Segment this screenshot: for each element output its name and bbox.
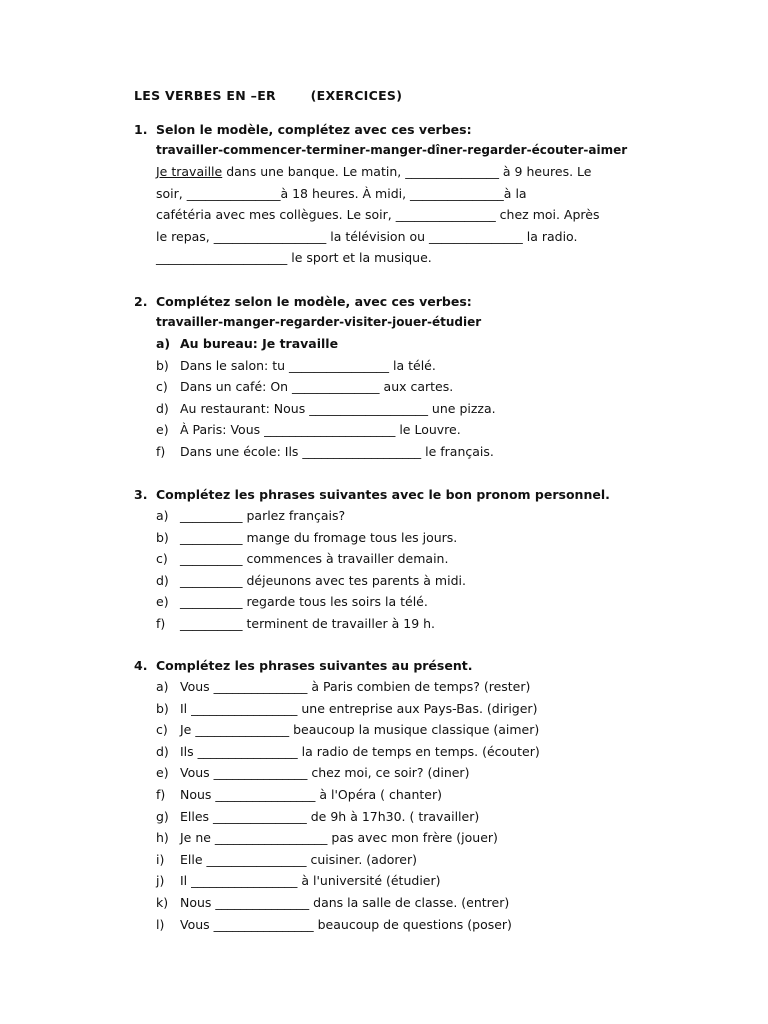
exercise-4 xyxy=(134,655,694,935)
exercise-1-heading xyxy=(134,119,694,140)
exercise-2-heading xyxy=(134,291,694,312)
list-item: b) Dans le salon: tu ________________ la télé. xyxy=(156,357,436,373)
list-item: k) Nous _______________ dans la salle de classe. (entrer) xyxy=(156,894,510,910)
list-item: f) Nous ________________ à l'Opéra ( chanter) xyxy=(156,786,442,802)
exercise-3-instruction: Complétez les phrases suivantes avec le bon pronom personnel. xyxy=(156,487,610,502)
exercise-2-instruction: Complétez selon le modèle, avec ces verbes: xyxy=(156,294,472,309)
exercise-4-number: 4. xyxy=(134,658,148,673)
list-item: b) __________ mange du fromage tous les jours. xyxy=(156,529,458,545)
exercise-2-list xyxy=(134,333,694,463)
list-item: d) Ils ________________ la radio de temps en temps. (écouter) xyxy=(156,743,540,759)
exercise-1 xyxy=(134,119,694,269)
exercise-3 xyxy=(134,484,694,635)
exercise-2-number: 2. xyxy=(134,294,148,309)
exercise-2-verb-list: travailler-manger-regarder-visiter-jouer-étudier xyxy=(156,315,482,329)
list-item: j) Il _________________ à l'université (étudier) xyxy=(156,873,441,889)
list-item: e) À Paris: Vous _____________________ le Louvre. xyxy=(156,422,461,438)
list-item: d) Au restaurant: Nous ___________________ une pizza. xyxy=(156,400,496,416)
exercise-4-list xyxy=(134,676,694,935)
exercise-1-verb-list: travailler-commencer-terminer-manger-dîner-regarder-écouter-aimer xyxy=(156,143,628,157)
list-item: c) Je _______________ beaucoup la musique classique (aimer) xyxy=(156,722,540,738)
exercise-1-instruction: Selon le modèle, complétez avec ces verbes: xyxy=(156,122,472,137)
exercise-1-paragraph xyxy=(134,161,656,269)
exercise-2 xyxy=(134,291,694,463)
exercise-1-line: _____________________ le sport et la musique. xyxy=(156,250,432,266)
title-main: LES VERBES EN –ER xyxy=(134,88,276,103)
exercise-1-number: 1. xyxy=(134,122,148,137)
list-item: g) Elles _______________ de 9h à 17h30. ( travailler) xyxy=(156,808,480,824)
list-item: a) __________ parlez français? xyxy=(156,508,346,523)
exercise-3-list xyxy=(134,505,694,635)
exercise-1-line: soir, _______________à 18 heures. À midi, _______________à la xyxy=(156,185,527,201)
list-item: e) Vous _______________ chez moi, ce soir? (diner) xyxy=(156,765,470,781)
list-item: a) Au bureau: Je travaille xyxy=(156,336,339,351)
list-item: b) Il _________________ une entreprise aux Pays-Bas. (diriger) xyxy=(156,700,538,716)
exercise-1-line: cafétéria avec mes collègues. Le soir, ________________ chez moi. Après xyxy=(156,207,600,223)
exercise-4-instruction: Complétez les phrases suivantes au présent. xyxy=(156,658,473,673)
list-item: f) __________ terminent de travailler à 19 h. xyxy=(156,615,436,631)
title-subtitle: (EXERCICES) xyxy=(310,88,403,103)
list-item: l) Vous ________________ beaucoup de questions (poser) xyxy=(156,916,512,932)
list-item: i) Elle ________________ cuisiner. (adorer) xyxy=(156,851,417,867)
page-title xyxy=(134,88,402,103)
exercise-3-number: 3. xyxy=(134,487,148,502)
list-item: e) __________ regarde tous les soirs la télé. xyxy=(156,594,428,610)
list-item: d) __________ déjeunons avec tes parents à midi. xyxy=(156,572,466,588)
exercise-3-heading xyxy=(134,484,694,505)
exercise-1-model: Je travaille xyxy=(156,164,223,179)
exercise-4-heading xyxy=(134,655,694,676)
list-item: c) Dans un café: On ______________ aux cartes. xyxy=(156,379,454,395)
exercise-1-line: Je travaille dans une banque. Le matin, _______________ à 9 heures. Le xyxy=(156,164,592,179)
list-item: c) __________ commences à travailler demain. xyxy=(156,551,449,567)
list-item: a) Vous _______________ à Paris combien de temps? (rester) xyxy=(156,679,531,694)
exercise-1-line: le repas, __________________ la télévision ou _______________ la radio. xyxy=(156,228,578,244)
list-item: f) Dans une école: Ils ___________________ le français. xyxy=(156,443,494,459)
list-item: h) Je ne __________________ pas avec mon frère (jouer) xyxy=(156,830,498,846)
